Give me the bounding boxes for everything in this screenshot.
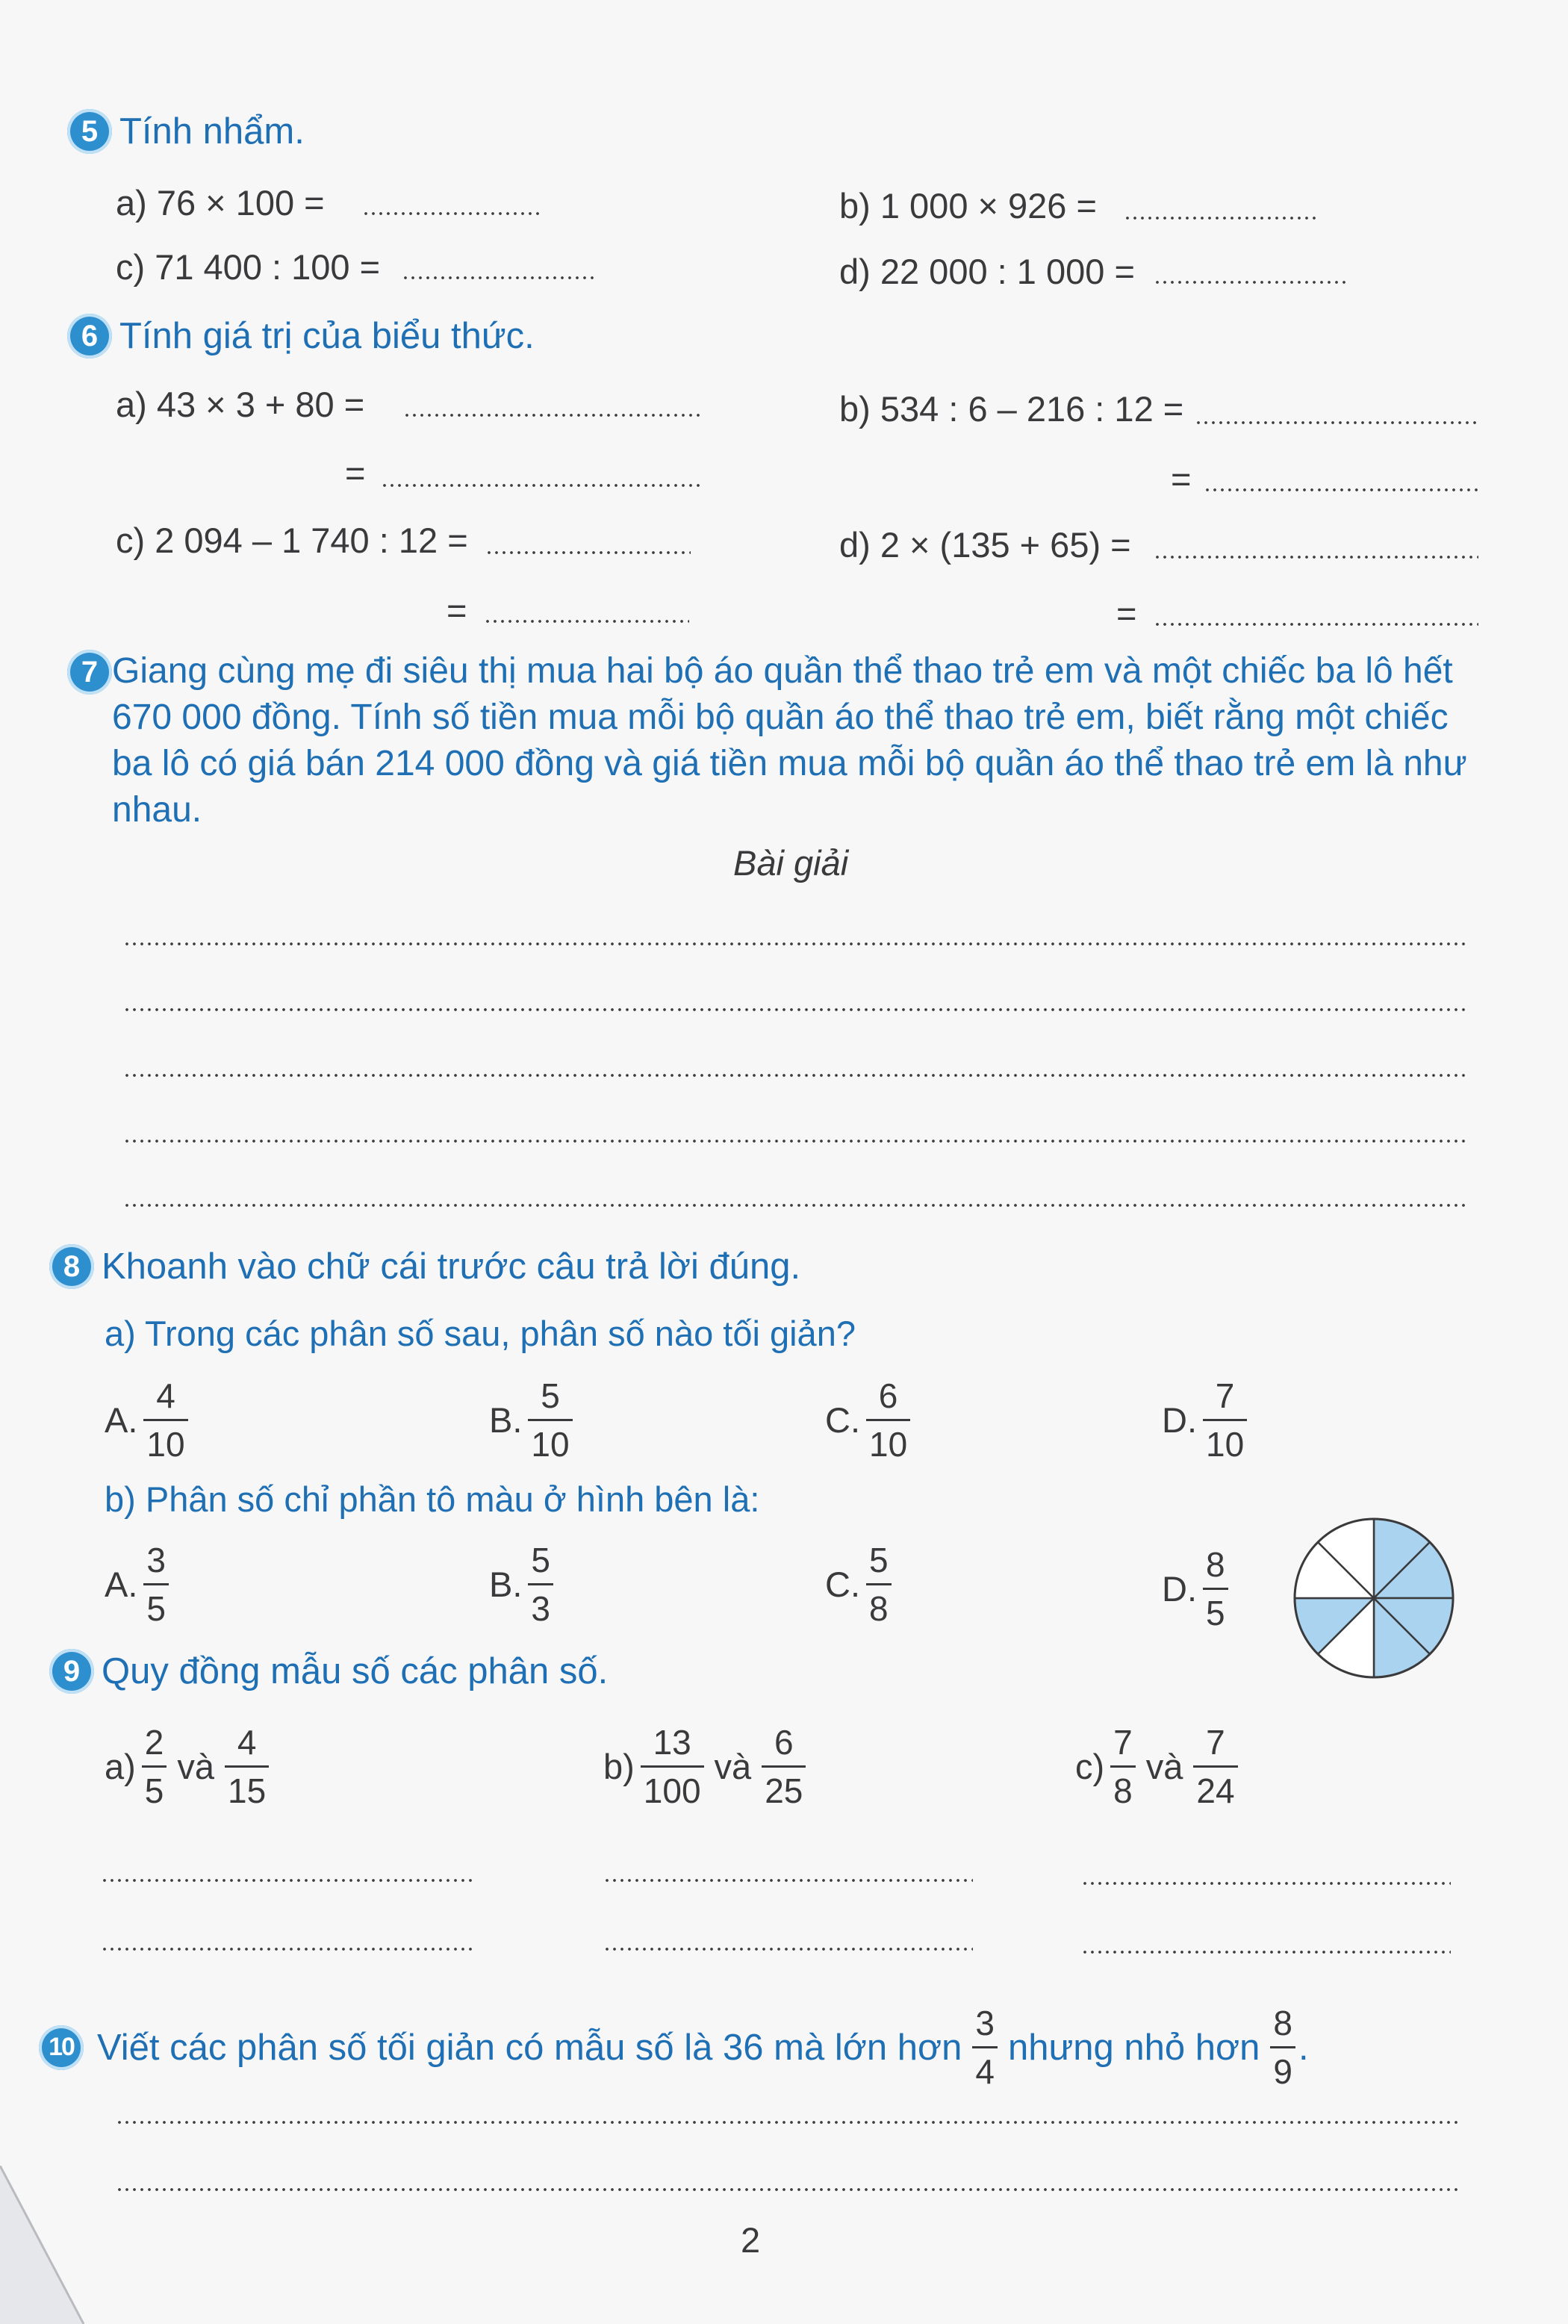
fraction-1: $\frac{7}{8}$ [1110, 1725, 1136, 1808]
q10-text-end: . [1298, 2027, 1309, 2068]
q8a-option-a[interactable] [105, 1376, 188, 1464]
option-fraction: $\frac{7}{10}$ [1203, 1379, 1247, 1461]
option-fraction: $\frac{3}{5}$ [143, 1543, 169, 1626]
q6-item-b: b) 534 : 6 – 216 : 12 = [839, 389, 1184, 429]
q9-answer-line-a1[interactable] [101, 1879, 474, 1882]
q6-answer-line-a1[interactable] [403, 414, 702, 417]
q5-heading [67, 109, 305, 154]
q9-item-c [1075, 1725, 1238, 1808]
option-letter: B. [489, 1400, 523, 1440]
q8-title: Khoanh vào chữ cái trước câu trả lời đúng. [102, 1246, 801, 1287]
q5-item-a: a) 76 × 100 = [116, 183, 325, 223]
q6-answer-line-c2[interactable] [484, 620, 689, 623]
q5-item-d: d) 22 000 : 1 000 = [839, 252, 1135, 291]
q6-eq-d: = [1116, 594, 1137, 633]
q9-item-a [105, 1725, 269, 1808]
q7-answer-line-1[interactable] [123, 942, 1467, 945]
q8-number-badge: 8 [49, 1244, 94, 1289]
q10-fraction-1: $\frac{3}{4}$ [972, 2006, 998, 2089]
q6-answer-line-b2[interactable] [1204, 488, 1478, 491]
q7-problem-text: Giang cùng mẹ đi siêu thị mua hai bộ áo quần thể thao trẻ em và một chiếc ba lô hết 670 000 đồng. Tính số tiền mua mỗi bộ quần áo thể thao trẻ em, biết rằng một chiếc ba lô có giá bán 214 000 đồng và giá tiền mua mỗi bộ quần áo thể thao trẻ em là như nhau. [112, 651, 1467, 830]
conj-va: và [714, 1747, 752, 1786]
q10-answer-line-2[interactable] [116, 2188, 1460, 2191]
fraction-1: $\frac{13}{100}$ [641, 1725, 704, 1808]
conj-va: và [1145, 1747, 1183, 1786]
option-letter: A. [105, 1400, 138, 1440]
fraction-1: $\frac{2}{5}$ [142, 1725, 167, 1808]
q6-title: Tính giá trị của biểu thức. [119, 316, 535, 356]
q8-part-b-question: b) Phân số chỉ phần tô màu ở hình bên là: [105, 1479, 760, 1519]
q6-answer-line-d1[interactable] [1154, 556, 1478, 559]
q8-part-a-question: a) Trong các phân số sau, phân số nào tối giản? [105, 1314, 856, 1353]
q5-item-c: c) 71 400 : 100 = [116, 247, 381, 287]
q6-eq-b: = [1171, 459, 1192, 499]
q8b-option-c[interactable] [825, 1543, 892, 1626]
page-fold-corner [0, 2166, 105, 2324]
q5-title: Tính nhẩm. [119, 111, 305, 152]
q9-number-badge: 9 [49, 1649, 94, 1694]
q8-heading [49, 1244, 800, 1289]
q5-answer-line-a[interactable] [362, 212, 541, 215]
q6-answer-line-c1[interactable] [485, 551, 691, 554]
shaded-circle-figure [1292, 1516, 1456, 1680]
q7-answer-line-4[interactable] [123, 1140, 1467, 1143]
q9-answer-line-c2[interactable] [1081, 1951, 1451, 1954]
q8b-option-a[interactable] [105, 1543, 169, 1626]
option-fraction: $\frac{5}{3}$ [528, 1543, 553, 1626]
q7-solution-label: Bài giải [733, 843, 849, 883]
q6-answer-line-a2[interactable] [381, 484, 702, 487]
page-number: 2 [741, 2220, 761, 2260]
item-label: b) [603, 1747, 635, 1786]
q10-text-middle: nhưng nhỏ hơn [1007, 2027, 1260, 2068]
q7-number-badge: 7 [67, 650, 112, 695]
q6-heading [67, 314, 535, 358]
q7-number-wrap [67, 650, 112, 695]
q9-title: Quy đồng mẫu số các phân số. [102, 1651, 609, 1691]
q5-number-badge: 5 [67, 109, 112, 154]
q8a-option-b[interactable] [489, 1376, 573, 1464]
option-letter: D. [1162, 1400, 1197, 1440]
q6-eq-a: = [345, 453, 366, 493]
option-fraction: $\frac{5}{10}$ [528, 1379, 572, 1461]
option-fraction: $\frac{8}{5}$ [1203, 1547, 1228, 1630]
q5-answer-line-b[interactable] [1124, 217, 1318, 220]
option-letter: B. [489, 1565, 523, 1604]
option-fraction: $\frac{6}{10}$ [866, 1379, 910, 1461]
option-fraction: $\frac{5}{8}$ [866, 1543, 892, 1626]
fraction-2: $\frac{7}{24}$ [1193, 1725, 1237, 1808]
q9-item-b [603, 1725, 806, 1808]
conj-va: và [177, 1747, 215, 1786]
q10-answer-line-1[interactable] [116, 2121, 1460, 2124]
item-label: c) [1075, 1747, 1105, 1786]
option-letter: C. [825, 1565, 860, 1604]
q7-answer-line-5[interactable] [123, 1204, 1467, 1207]
q5-answer-line-c[interactable] [402, 276, 596, 279]
q6-number-badge: 6 [67, 314, 112, 358]
q6-item-a: a) 43 × 3 + 80 = [116, 385, 365, 424]
q9-answer-line-b2[interactable] [603, 1948, 973, 1951]
option-letter: C. [825, 1400, 860, 1440]
q9-answer-line-a2[interactable] [101, 1948, 474, 1951]
q6-eq-c: = [447, 591, 467, 630]
q6-item-c: c) 2 094 – 1 740 : 12 = [116, 521, 468, 560]
q6-answer-line-b1[interactable] [1195, 421, 1478, 424]
q7-answer-line-2[interactable] [123, 1008, 1467, 1011]
q6-answer-line-d2[interactable] [1154, 623, 1478, 626]
q10-text-before: Viết các phân số tối giản có mẫu số là 36 mà lớn hơn [97, 2027, 962, 2068]
q8a-option-c[interactable] [825, 1376, 910, 1464]
item-label: a) [105, 1747, 136, 1786]
option-letter: D. [1162, 1569, 1197, 1609]
q7-answer-line-3[interactable] [123, 1074, 1467, 1077]
q10-number-badge: 10 [39, 2025, 84, 2070]
option-letter: A. [105, 1565, 138, 1604]
q9-heading [49, 1649, 608, 1694]
fraction-2: $\frac{4}{15}$ [225, 1725, 269, 1808]
q8b-option-d[interactable] [1162, 1547, 1228, 1630]
q8b-option-b[interactable] [489, 1543, 553, 1626]
q6-item-d: d) 2 × (135 + 65) = [839, 525, 1131, 565]
q9-answer-line-b1[interactable] [603, 1879, 973, 1882]
q10-heading [39, 2006, 1309, 2089]
fraction-2: $\frac{6}{25}$ [762, 1725, 806, 1808]
q10-fraction-2: $\frac{8}{9}$ [1270, 2006, 1295, 2089]
option-fraction: $\frac{4}{10}$ [143, 1379, 187, 1461]
q5-item-b: b) 1 000 × 926 = [839, 186, 1097, 226]
q5-answer-line-d[interactable] [1154, 281, 1349, 284]
q8a-option-d[interactable] [1162, 1376, 1247, 1464]
q9-answer-line-c1[interactable] [1081, 1882, 1451, 1885]
